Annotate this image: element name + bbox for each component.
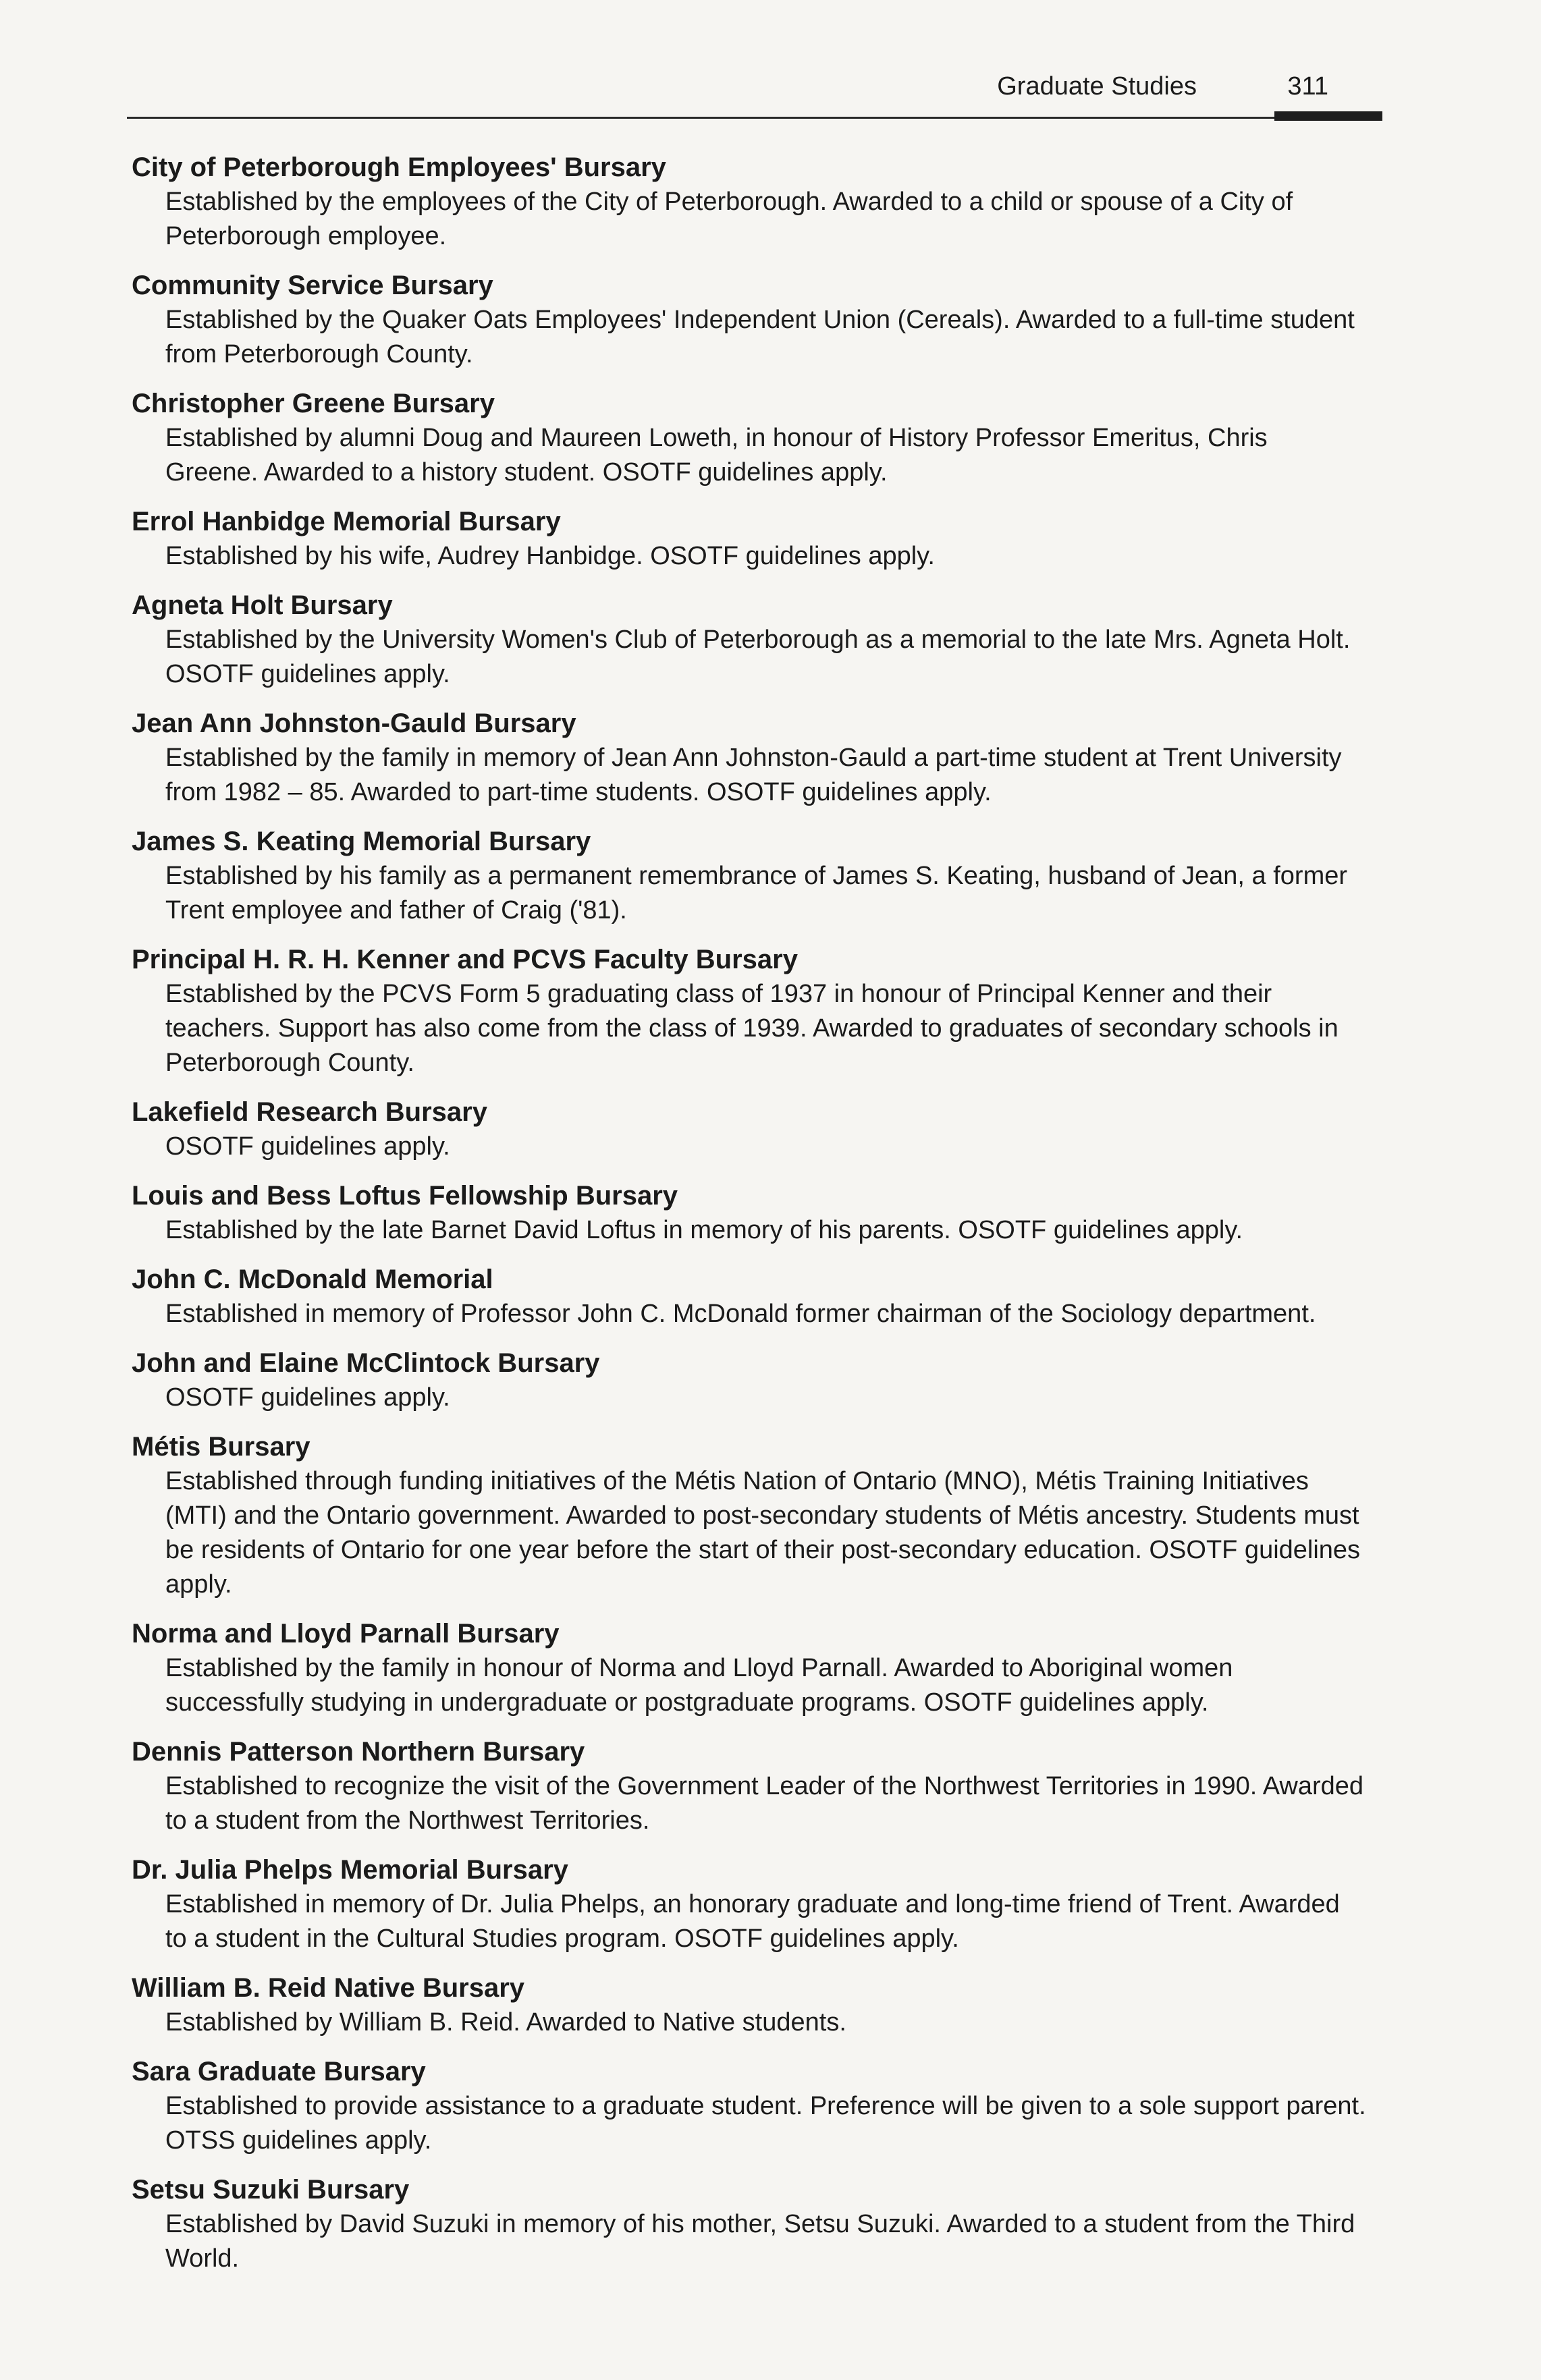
bursary-description: Established by the family in memory of Jean Ann Johnston-Gauld a part-time student at Trent University from 1982 – 85. Awarded to part-time students. OSOTF guidelines apply. bbox=[165, 744, 1342, 806]
bursary-list bbox=[132, 150, 1367, 2290]
bursary-title: John and Elaine McClintock Bursary bbox=[132, 1348, 600, 1378]
bursary-title: Sara Graduate Bursary bbox=[132, 2057, 426, 2086]
bursary-entry bbox=[132, 824, 1367, 928]
bursary-title: William B. Reid Native Bursary bbox=[132, 1973, 525, 2003]
bursary-description: Established by the University Women's Club of Peterborough as a memorial to the late Mrs. Agneta Holt. OSOTF guidelines apply. bbox=[165, 626, 1351, 688]
bursary-entry bbox=[132, 386, 1367, 490]
bursary-entry bbox=[132, 268, 1367, 372]
bursary-title: Principal H. R. H. Kenner and PCVS Faculty Bursary bbox=[132, 945, 798, 974]
bursary-description: Established in memory of Professor John C. McDonald former chairman of the Sociology department. bbox=[165, 1300, 1316, 1328]
bursary-description: Established by the family in honour of Norma and Lloyd Parnall. Awarded to Aboriginal women successfully studying in undergraduate or postgraduate programs. OSOTF guidelines apply. bbox=[165, 1654, 1233, 1717]
bursary-title: Dennis Patterson Northern Bursary bbox=[132, 1737, 585, 1767]
bursary-description: Established by the employees of the City of Peterborough. Awarded to a child or spouse of a City of Peterborough employee. bbox=[165, 188, 1293, 250]
bursary-description: OSOTF guidelines apply. bbox=[165, 1383, 450, 1412]
bursary-title: Christopher Greene Bursary bbox=[132, 389, 495, 418]
bursary-entry bbox=[132, 1852, 1367, 1956]
bursary-title: Métis Bursary bbox=[132, 1432, 310, 1462]
bursary-description: Established by the late Barnet David Loftus in memory of his parents. OSOTF guidelines apply. bbox=[165, 1216, 1243, 1244]
header-tab-marker bbox=[1274, 111, 1382, 121]
bursary-entry bbox=[132, 1429, 1367, 1602]
page-header bbox=[127, 64, 1382, 125]
bursary-entry bbox=[132, 2054, 1367, 2158]
bursary-entry bbox=[132, 942, 1367, 1080]
bursary-description: Established by William B. Reid. Awarded to Native students. bbox=[165, 2008, 846, 2037]
bursary-entry bbox=[132, 1616, 1367, 1720]
bursary-entry bbox=[132, 706, 1367, 810]
bursary-title: Community Service Bursary bbox=[132, 271, 493, 300]
bursary-entry bbox=[132, 504, 1367, 574]
bursary-description: Established by the Quaker Oats Employees' Independent Union (Cereals). Awarded to a full-time student from Peterborough County. bbox=[165, 306, 1355, 368]
bursary-description: OSOTF guidelines apply. bbox=[165, 1132, 450, 1161]
bursary-title: Agneta Holt Bursary bbox=[132, 590, 393, 620]
bursary-entry bbox=[132, 1178, 1367, 1248]
bursary-title: Errol Hanbidge Memorial Bursary bbox=[132, 507, 561, 536]
bursary-entry bbox=[132, 1346, 1367, 1415]
bursary-description: Established by his wife, Audrey Hanbidge. OSOTF guidelines apply. bbox=[165, 542, 935, 570]
bursary-description: Established by the PCVS Form 5 graduating class of 1937 in honour of Principal Kenner and their teachers. Support has also come from the class of 1939. Awarded to graduates of secondary schools in Peterborough County. bbox=[165, 980, 1339, 1077]
bursary-description: Established to provide assistance to a graduate student. Preference will be given to a sole support parent. OTSS guidelines apply. bbox=[165, 2092, 1366, 2155]
page-number: 311 bbox=[1287, 72, 1328, 101]
bursary-title: Dr. Julia Phelps Memorial Bursary bbox=[132, 1855, 568, 1885]
bursary-entry bbox=[132, 2172, 1367, 2276]
bursary-description: Established to recognize the visit of the Government Leader of the Northwest Territories in 1990. Awarded to a student from the Northwest Territories. bbox=[165, 1772, 1364, 1835]
bursary-title: James S. Keating Memorial Bursary bbox=[132, 827, 591, 856]
bursary-title: John C. McDonald Memorial bbox=[132, 1265, 493, 1294]
bursary-entry bbox=[132, 1970, 1367, 2040]
bursary-description: Established by his family as a permanent remembrance of James S. Keating, husband of Jean, a former Trent employee and father of Craig ('81). bbox=[165, 862, 1348, 924]
bursary-title: Setsu Suzuki Bursary bbox=[132, 2175, 410, 2205]
bursary-title: Lakefield Research Bursary bbox=[132, 1097, 487, 1127]
bursary-entry bbox=[132, 588, 1367, 692]
bursary-description: Established in memory of Dr. Julia Phelps, an honorary graduate and long-time friend of Trent. Awarded to a student in the Cultural Studies program. OSOTF guidelines apply. bbox=[165, 1890, 1340, 1953]
bursary-title: Jean Ann Johnston-Gauld Bursary bbox=[132, 709, 576, 738]
bursary-description: Established by David Suzuki in memory of his mother, Setsu Suzuki. Awarded to a student from the Third World. bbox=[165, 2210, 1355, 2273]
bursary-entry bbox=[132, 1095, 1367, 1164]
bursary-entry bbox=[132, 150, 1367, 254]
bursary-title: Norma and Lloyd Parnall Bursary bbox=[132, 1619, 560, 1649]
bursary-title: City of Peterborough Employees' Bursary bbox=[132, 153, 666, 182]
bursary-description: Established by alumni Doug and Maureen Loweth, in honour of History Professor Emeritus, Chris Greene. Awarded to a history student. OSOTF guidelines apply. bbox=[165, 424, 1268, 487]
bursary-entry bbox=[132, 1734, 1367, 1838]
header-rule bbox=[127, 117, 1382, 119]
running-header-title: Graduate Studies bbox=[997, 72, 1197, 101]
bursary-description: Established through funding initiatives of the Métis Nation of Ontario (MNO), Métis Training Initiatives (MTI) and the Ontario government. Awarded to post-secondary students of Métis ancestry. Students must be residents of Ontario for one year before the start of their post-secondary education. OSOTF guidelines apply. bbox=[165, 1467, 1361, 1599]
bursary-title: Louis and Bess Loftus Fellowship Bursary bbox=[132, 1181, 678, 1211]
bursary-entry bbox=[132, 1262, 1367, 1331]
